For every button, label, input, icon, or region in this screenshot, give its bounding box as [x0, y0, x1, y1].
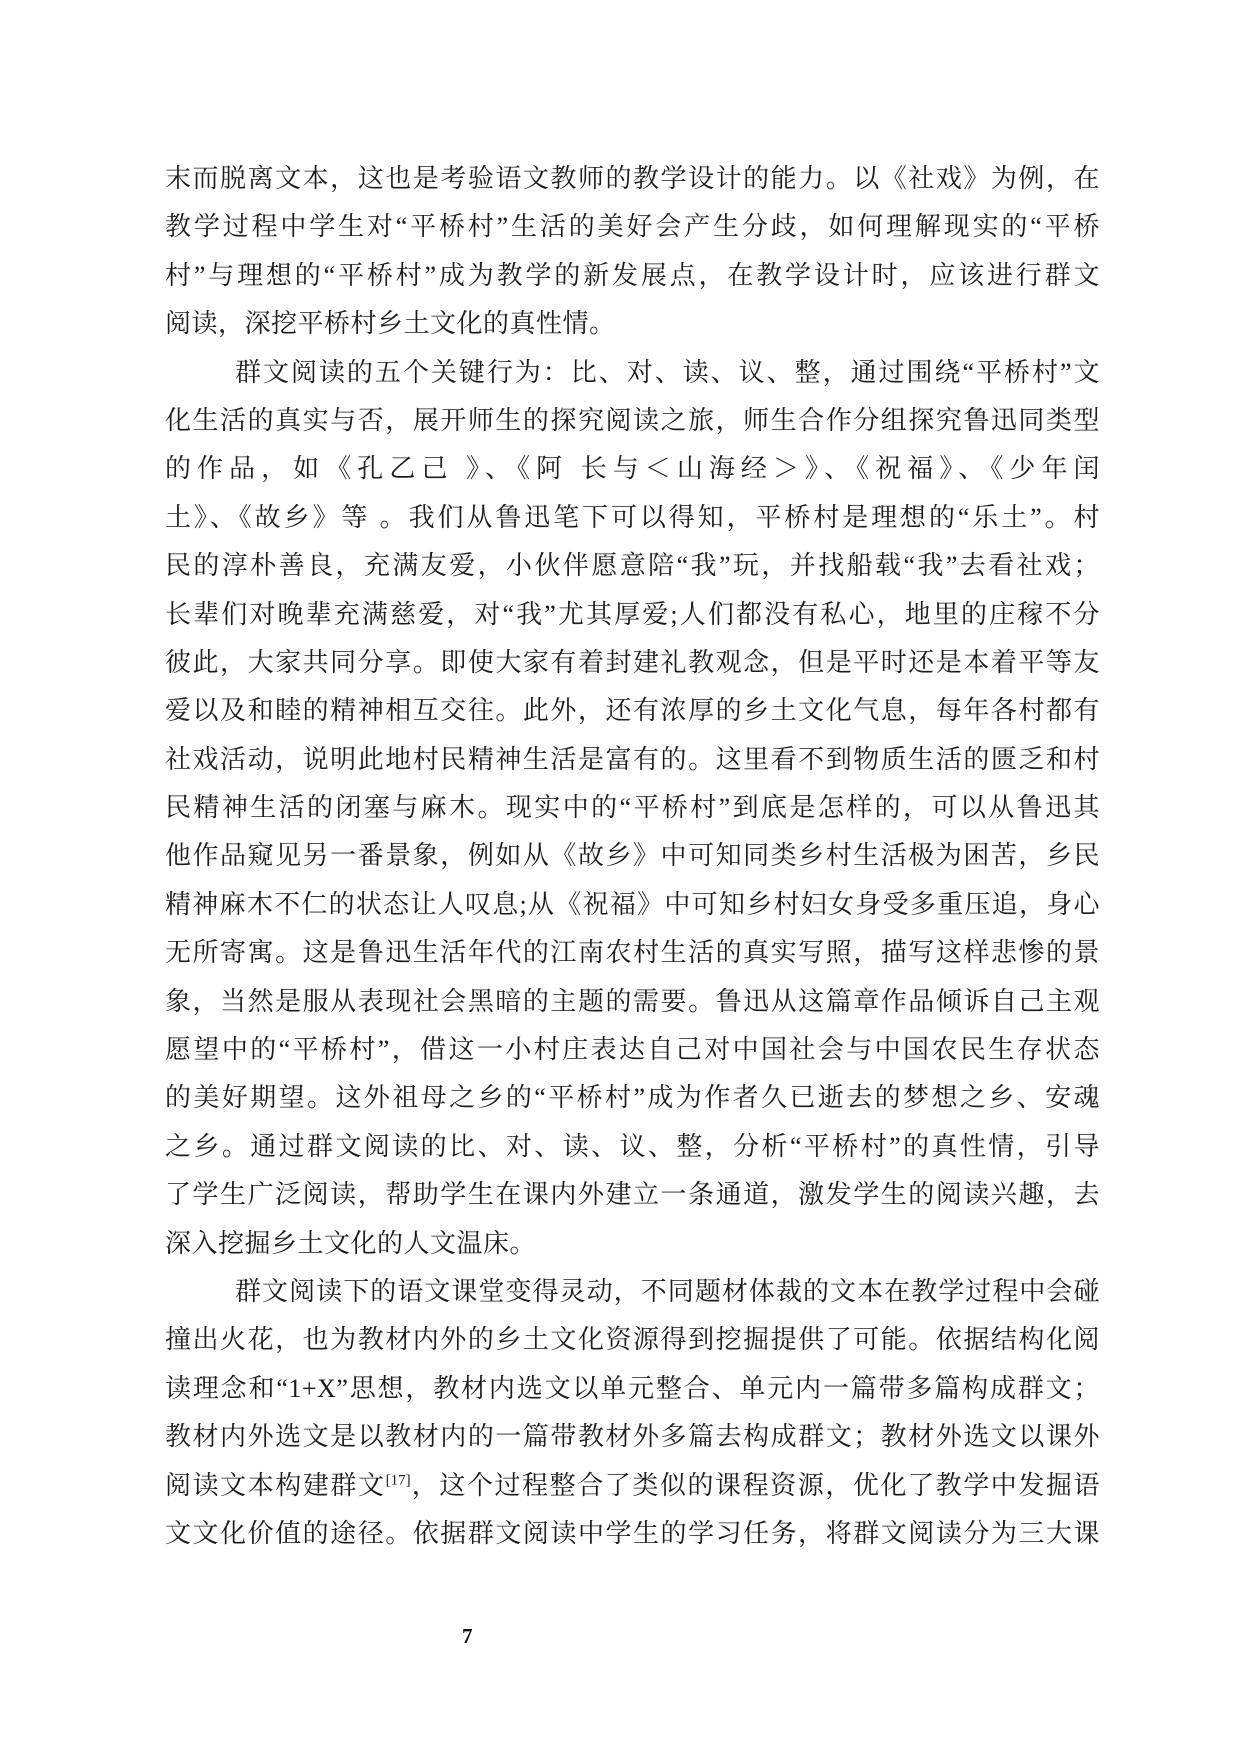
text-line: 末而脱离文本，这也是考验语文教师的教学设计的能力。以《社戏》为例，在 — [165, 164, 1100, 193]
text-line — [165, 1462, 1100, 1510]
text-line: 之乡。通过群文阅读的比、对、读、议、整，分析“平桥村”的真性情，引导 — [165, 1131, 1100, 1161]
text-line: 彼此，大家共同分享。即使大家有着封建礼教观念，但是平时还是本着平等友 — [165, 647, 1100, 677]
text-line: 无所寄寓。这是鲁迅生活年代的江南农村生活的真实写照，描写这样悲惨的景 — [165, 938, 1100, 968]
text-segment: ，这个过程整合了类似的课程资源，优化了教学中发掘语 — [410, 1470, 1100, 1500]
text-line: 爱以及和睦的精神相互交往。此外，还有浓厚的乡土文化气息，每年各村都有 — [165, 696, 1100, 726]
text-line: 民精神生活的闭塞与麻木。现实中的“平桥村”到底是怎样的，可以从鲁迅其 — [165, 793, 1100, 823]
text-line: 的美好期望。这外祖母之乡的“平桥村”成为作者久已逝去的梦想之乡、安魂 — [165, 1083, 1100, 1113]
text-line: 长辈们对晚辈充满慈爱，对“我”尤其厚爱;人们都没有私心，地里的庄稼不分 — [165, 599, 1100, 629]
text-line: 他作品窥见另一番景象，例如从《故乡》中可知同类乡村生活极为困苦，乡民 — [165, 841, 1100, 871]
text-line: 了学生广泛阅读，帮助学生在课内外建立一条通道，激发学生的阅读兴趣，去 — [165, 1180, 1100, 1210]
text-line: 民的淳朴善良，充满友爱，小伙伴愿意陪“我”玩，并找船载“我”去看社戏； — [165, 551, 1100, 581]
text-line: 教材内外选文是以教材内的一篇带教材外多篇去构成群文；教材外选文以课外 — [165, 1422, 1100, 1452]
text-line: 社戏活动，说明此地村民精神生活是富有的。这里看不到物质生活的匮乏和村 — [165, 744, 1100, 774]
text-line: 化生活的真实与否，展开师生的探究阅读之旅，师生合作分组探究鲁迅同类型 — [165, 405, 1100, 435]
text-line: 村”与理想的“平桥村”成为教学的新发展点，在教学设计时，应该进行群文 — [165, 260, 1100, 290]
text-line: 愿望中的“平桥村”，借这一小村庄表达自己对中国社会与中国农民生存状态 — [165, 1035, 1100, 1065]
text-line: 群文阅读的五个关键行为：比、对、读、议、整，通过围绕“平桥村”文 — [235, 357, 1100, 387]
text-line: 的作品，如《孔乙己 》、《阿 长与＜山海经＞》、《祝福》、《少年闰 — [165, 454, 1100, 484]
text-line: 撞出火花，也为教材内外的乡土文化资源得到挖掘提供了可能。依据结构化阅 — [165, 1325, 1100, 1355]
text-line: 教学过程中学生对“平桥村”生活的美好会产生分歧，如何理解现实的“平桥 — [165, 212, 1100, 242]
text-line: 读理念和“1+X”思想，教材内选文以单元整合、单元内一篇带多篇构成群文； — [165, 1373, 1100, 1403]
paragraph — [165, 349, 1100, 1268]
page-number: 7 — [462, 1624, 473, 1648]
paragraph — [165, 155, 1100, 349]
text-line: 阅读，深挖平桥村乡土文化的真性情。 — [165, 309, 616, 339]
text-segment: 阅读文本构建群文 — [165, 1470, 386, 1500]
text-line: 象，当然是服从表现社会黑暗的主题的需要。鲁迅从这篇章作品倾诉自己主观 — [165, 986, 1100, 1016]
text-block — [165, 155, 1100, 1558]
paragraph — [165, 1268, 1100, 1558]
text-line: 群文阅读下的语文课堂变得灵动，不同题材体裁的文本在教学过程中会碰 — [235, 1276, 1100, 1306]
text-line: 精神麻木不仁的状态让人叹息;从《祝福》中可知乡村妇女身受多重压追，身心 — [165, 889, 1100, 919]
text-line: 文文化价值的途径。依据群文阅读中学生的学习任务，将群文阅读分为三大课 — [165, 1518, 1100, 1548]
citation-superscript: [17] — [385, 1471, 411, 1488]
text-line: 深入挖掘乡土文化的人文温床。 — [165, 1228, 537, 1258]
text-line: 土》、《故乡》等 。我们从鲁迅笔下可以得知，平桥村是理想的“乐土”。村 — [165, 502, 1100, 532]
